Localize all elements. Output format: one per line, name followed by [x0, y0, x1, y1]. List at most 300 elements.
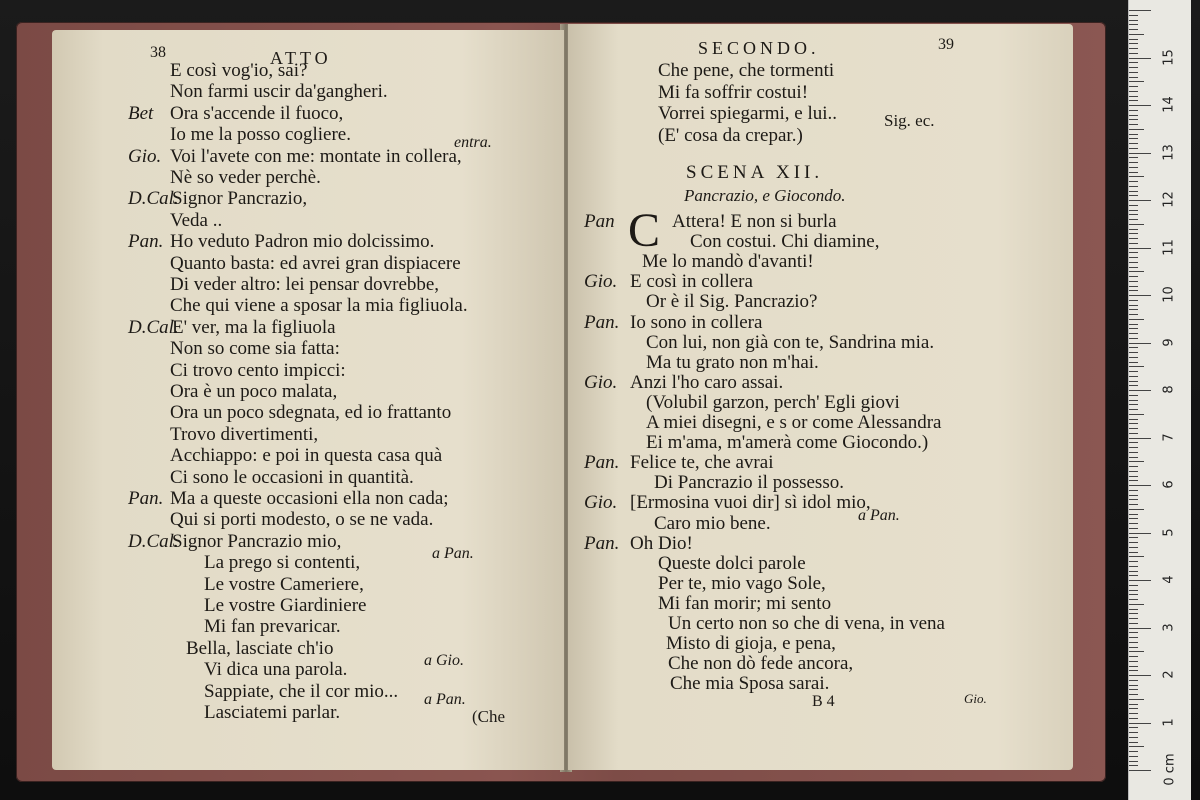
- ruler-tick: [1129, 528, 1138, 529]
- line-text: Di veder altro: lei pensar dovrebbe,: [170, 274, 440, 295]
- line-text: Ho veduto Padron mio dolcissimo.: [170, 231, 435, 253]
- ruler-tick: [1129, 618, 1138, 619]
- line-text: Caro mio bene.: [654, 512, 771, 534]
- ruler-tick: [1129, 176, 1144, 177]
- line-text: Bella, lasciate ch'io: [186, 637, 334, 659]
- verse-line: [584, 231, 1054, 253]
- ruler-tick: [1129, 395, 1138, 396]
- verse-line: [128, 338, 548, 360]
- ruler-tick: [1129, 333, 1138, 334]
- ruler-tick: [1129, 153, 1151, 154]
- ruler-tick: [1129, 765, 1138, 766]
- ruler-number: 9: [1161, 337, 1177, 347]
- ruler-tick: [1129, 262, 1138, 263]
- ruler-tick: [1129, 718, 1138, 719]
- verse-line: [128, 274, 548, 296]
- verse-line: [128, 595, 548, 617]
- line-text: [Ermosina vuoi dir] sì idol mio,: [630, 492, 871, 514]
- ruler-tick: [1129, 119, 1138, 120]
- ruler-tick: [1129, 134, 1138, 135]
- ruler-tick: [1129, 680, 1138, 681]
- line-text: Mi fan prevaricar.: [204, 616, 341, 638]
- line-text: Che non dò fede ancora,: [668, 653, 854, 675]
- ruler-tick: [1129, 428, 1138, 429]
- ruler-tick: [1129, 91, 1138, 92]
- line-text: Non so come sia fatta:: [170, 338, 340, 360]
- ruler-tick: [1129, 205, 1138, 206]
- verse-line: [584, 653, 1054, 675]
- line-text: Ei m'ama, m'amerà come Giocondo.): [646, 432, 929, 454]
- ruler-tick: [1129, 129, 1144, 130]
- verse-line: [128, 81, 548, 103]
- ruler-tick: [1129, 219, 1138, 220]
- speaker-label: Pan.: [584, 532, 620, 554]
- ruler-tick: [1129, 585, 1138, 586]
- line-text: Con costui. Chi diamine,: [690, 231, 880, 253]
- line-text: Misto di gioja, e pena,: [666, 633, 836, 655]
- left-page: [52, 30, 564, 770]
- ruler-number: 14: [1161, 96, 1177, 113]
- line-text: Felice te, che avrai: [630, 452, 774, 474]
- verse-line: [128, 167, 548, 189]
- ruler-tick: [1129, 167, 1138, 168]
- ruler-number: 5: [1161, 527, 1177, 537]
- line-text: Per te, mio vago Sole,: [658, 572, 826, 594]
- ruler-tick: [1129, 100, 1138, 101]
- line-text: Di Pancrazio il possesso.: [654, 472, 844, 494]
- verse-line: [128, 531, 548, 553]
- line-text: Ora un poco sdegnata, ed io frattanto: [170, 402, 452, 424]
- ruler-tick: [1129, 248, 1151, 249]
- speaker-label: Pan: [584, 211, 615, 232]
- ruler-tick: [1129, 438, 1151, 439]
- ruler-tick: [1129, 685, 1138, 686]
- ruler-tick: [1129, 727, 1138, 728]
- ruler-tick: [1129, 537, 1138, 538]
- ruler-tick: [1129, 81, 1144, 82]
- ruler-tick: [1129, 533, 1151, 534]
- line-text: Io sono in collera: [630, 311, 763, 333]
- ruler-tick: [1129, 257, 1138, 258]
- ruler-number: 0 cm: [1162, 753, 1178, 786]
- right-page-number: 39: [938, 36, 954, 53]
- verse-line: [128, 381, 548, 403]
- ruler-tick: [1129, 447, 1138, 448]
- verse-line: [584, 332, 1054, 354]
- ruler-tick: [1129, 547, 1138, 548]
- ruler-tick: [1129, 666, 1138, 667]
- ruler-number: 7: [1161, 432, 1177, 442]
- ruler-tick: [1129, 751, 1138, 752]
- line-text: Vi dica una parola.: [204, 659, 348, 681]
- ruler-tick: [1129, 628, 1151, 629]
- ruler-tick: [1129, 62, 1138, 63]
- line-text: Con lui, non già con te, Sandrina mia.: [646, 331, 935, 353]
- verse-line: [584, 533, 1054, 555]
- verse-line: [128, 574, 548, 596]
- ruler-tick: [1129, 604, 1144, 605]
- left-running-header: ATTO: [270, 48, 332, 68]
- verse-line: [128, 424, 548, 446]
- ruler-number: 15: [1161, 48, 1177, 66]
- verse-line: [584, 472, 1054, 494]
- ruler-tick: [1129, 309, 1138, 310]
- line-text: Ma tu grato non m'hai.: [646, 351, 819, 373]
- ruler-tick: [1129, 623, 1138, 624]
- ruler-tick: [1129, 656, 1138, 657]
- ruler-tick: [1129, 466, 1138, 467]
- ruler-tick: [1129, 224, 1144, 225]
- line-text: Veda ..: [170, 209, 223, 231]
- ruler-tick: [1129, 143, 1138, 144]
- ruler-number: 1: [1161, 717, 1177, 727]
- stage-direction: entra.: [454, 134, 492, 151]
- speaker-label: D.Cal.: [128, 530, 179, 552]
- verse-line: [584, 633, 1054, 655]
- line-text: Ci sono le occasioni in quantità.: [170, 466, 414, 488]
- ruler-tick: [1129, 243, 1138, 244]
- verse-line: [584, 573, 1054, 595]
- ruler-tick: [1129, 689, 1138, 690]
- line-text: Queste dolci parole: [658, 552, 806, 574]
- line-text: Acchiappo: e poi in questa casa quà: [170, 445, 443, 467]
- line-text: Non farmi uscir da'gangheri.: [170, 81, 388, 103]
- ruler-tick: [1129, 324, 1138, 325]
- ruler-tick: [1129, 172, 1138, 173]
- line-text: E così vog'io, sai?: [170, 60, 308, 81]
- ruler-number: 12: [1161, 191, 1177, 208]
- ruler-tick: [1129, 552, 1138, 553]
- ruler-tick: [1129, 457, 1138, 458]
- ruler-tick: [1129, 319, 1144, 320]
- ruler-tick: [1129, 267, 1138, 268]
- verse-line: [584, 492, 1054, 514]
- ruler-tick: [1129, 77, 1138, 78]
- verse-line: Vorrei spiegarmi, e lui..: [658, 103, 838, 124]
- ruler-tick: [1129, 20, 1138, 21]
- line-text: Le vostre Cameriere,: [204, 573, 364, 595]
- ruler-tick: [1129, 675, 1151, 676]
- ruler-tick: [1129, 43, 1138, 44]
- ruler-tick: [1129, 115, 1138, 116]
- ruler-tick: [1129, 423, 1138, 424]
- ruler-tick: [1129, 609, 1138, 610]
- verse-line: [584, 372, 1054, 394]
- verse-line: Mi fa soffrir costui!: [658, 81, 809, 103]
- ruler-tick: [1129, 347, 1138, 348]
- speaker-label: Gio.: [128, 145, 162, 167]
- signature-mark: B 4: [812, 693, 835, 710]
- ruler-number: 11: [1161, 238, 1177, 256]
- ruler-tick: [1129, 761, 1138, 762]
- ruler-number: 10: [1161, 286, 1177, 303]
- line-text: Or è il Sig. Pancrazio?: [646, 291, 818, 313]
- ruler-tick: [1129, 737, 1138, 738]
- ruler-tick: [1129, 651, 1144, 652]
- ruler-number: 2: [1161, 670, 1177, 679]
- ruler-tick: [1129, 561, 1138, 562]
- ruler-tick: [1129, 414, 1144, 415]
- ruler-tick: [1129, 670, 1138, 671]
- ruler-tick: [1129, 343, 1151, 344]
- line-text: Signor Pancrazio,: [172, 188, 308, 210]
- catchword: (Che: [472, 707, 506, 726]
- ruler-tick: [1129, 599, 1138, 600]
- ruler-tick: [1129, 400, 1138, 401]
- verse-line: [128, 659, 548, 681]
- ruler-tick: [1129, 575, 1138, 576]
- ruler-tick: [1129, 271, 1144, 272]
- ruler-tick: [1129, 381, 1138, 382]
- ruler-tick: [1129, 509, 1144, 510]
- ruler-tick: [1129, 613, 1138, 614]
- line-text: Me lo mandò d'avanti!: [642, 251, 814, 273]
- ruler-tick: [1129, 157, 1138, 158]
- ruler-tick: [1129, 295, 1151, 296]
- verse-line: [128, 638, 548, 660]
- ruler-tick: [1129, 523, 1138, 524]
- ruler-tick: [1129, 632, 1138, 633]
- ruler-tick: [1129, 566, 1138, 567]
- right-running-header: SECONDO.: [698, 38, 820, 58]
- ruler-tick: [1129, 233, 1138, 234]
- ruler-number: 6: [1161, 480, 1177, 489]
- ruler-tick: [1129, 352, 1138, 353]
- stage-direction: a Gio.: [424, 652, 464, 669]
- ruler-tick: [1129, 642, 1138, 643]
- verse-line: [128, 445, 548, 467]
- ruler-tick: [1129, 314, 1138, 315]
- ruler-tick: [1129, 708, 1138, 709]
- catchword: Gio.: [964, 691, 987, 706]
- ruler-tick: [1129, 556, 1144, 557]
- ruler-tick: [1129, 58, 1151, 59]
- line-text: Mi fan morir; mi sento: [658, 592, 832, 614]
- line-text: E così in collera: [630, 271, 753, 293]
- speaker-label: Pan.: [128, 231, 164, 253]
- verse-line: [584, 271, 1054, 293]
- ruler-tick: [1129, 138, 1138, 139]
- scene-characters: Pancrazio, e Giocondo.: [684, 186, 846, 205]
- ruler-tick: [1129, 704, 1138, 705]
- ruler-tick: [1129, 409, 1138, 410]
- ruler-tick: [1129, 694, 1138, 695]
- ruler-tick: [1129, 480, 1138, 481]
- ruler-tick: [1129, 647, 1138, 648]
- ruler-tick: [1129, 200, 1151, 201]
- ruler-tick: [1129, 210, 1138, 211]
- ruler-tick: [1129, 34, 1144, 35]
- verse-line: [584, 291, 1054, 313]
- verse-line: [128, 360, 548, 382]
- ruler-tick: [1129, 53, 1138, 54]
- ruler-tick: [1129, 229, 1138, 230]
- ruler-tick: [1129, 713, 1138, 714]
- ruler-tick: [1129, 48, 1138, 49]
- ruler-tick: [1129, 110, 1138, 111]
- ruler-tick: [1129, 590, 1138, 591]
- ruler-tick: [1129, 385, 1138, 386]
- ruler-tick: [1129, 390, 1151, 391]
- ruler-tick: [1129, 96, 1138, 97]
- right-page: [568, 24, 1073, 770]
- ruler-tick: [1129, 485, 1151, 486]
- ruler-tick: [1129, 490, 1138, 491]
- line-text: Lasciatemi parlar.: [204, 702, 341, 723]
- ruler-tick: [1129, 362, 1138, 363]
- ruler-tick: [1129, 732, 1138, 733]
- line-text: A miei disegni, e s or come Alessandra: [646, 412, 942, 433]
- ruler-number: 4: [1161, 575, 1177, 584]
- verse-line: (E' cosa da crepar.): [658, 124, 803, 146]
- measuring-ruler: [1128, 0, 1191, 800]
- ruler-tick: [1129, 499, 1138, 500]
- ruler-tick: [1129, 471, 1138, 472]
- stage-direction: a Pan.: [432, 545, 474, 562]
- ruler-tick: [1129, 252, 1138, 253]
- ruler-tick: [1129, 300, 1138, 301]
- ruler-tick: [1129, 290, 1138, 291]
- speaker-label: Gio.: [584, 492, 618, 514]
- ruler-tick: [1129, 404, 1138, 405]
- verse-line: [128, 103, 548, 125]
- ruler-tick: [1129, 281, 1138, 282]
- ruler-tick: [1129, 29, 1138, 30]
- line-text: Nè so veder perchè.: [170, 167, 321, 188]
- verse-line: [584, 593, 1054, 615]
- verse-line: [584, 613, 1054, 635]
- ruler-tick: [1129, 191, 1138, 192]
- ruler-tick: [1129, 433, 1138, 434]
- speaker-label: Gio.: [584, 371, 618, 393]
- verse-line: [584, 392, 1054, 414]
- line-text: Trovo divertimenti,: [170, 423, 319, 445]
- ruler-tick: [1129, 495, 1138, 496]
- ruler-tick: [1129, 571, 1138, 572]
- verse-line: [584, 412, 1054, 434]
- line-text: Che qui viene a sposar la mia figliuola.: [170, 295, 468, 317]
- ruler-tick: [1129, 770, 1151, 771]
- ruler-tick: [1129, 452, 1138, 453]
- ruler-tick: [1129, 238, 1138, 239]
- verse-line: [128, 552, 548, 574]
- verse-line: [128, 467, 548, 489]
- verse-line: [128, 488, 548, 510]
- ruler-tick: [1129, 305, 1138, 306]
- line-text: E' ver, ma la figliuola: [172, 316, 336, 338]
- ruler-tick: [1129, 514, 1138, 515]
- verse-line: [128, 253, 548, 275]
- ruler-tick: [1129, 338, 1138, 339]
- ruler-tick: [1129, 162, 1138, 163]
- ruler-tick: [1129, 442, 1138, 443]
- ruler-tick: [1129, 594, 1138, 595]
- ruler-tick: [1129, 756, 1138, 757]
- ruler-tick: [1129, 419, 1138, 420]
- ruler-tick: [1129, 746, 1144, 747]
- stage-direction: Sig. ec.: [884, 111, 935, 130]
- verse-line: [584, 432, 1054, 454]
- ruler-tick: [1129, 371, 1138, 372]
- ruler-tick: [1129, 195, 1138, 196]
- drop-cap: C: [628, 204, 661, 257]
- line-text: Le vostre Giardiniere: [204, 595, 367, 616]
- speaker-label: Pan.: [584, 311, 620, 333]
- line-text: Un certo non so che di vena, in vena: [668, 613, 945, 634]
- verse-line: [128, 210, 548, 232]
- verse-line: [584, 211, 1054, 233]
- verse-line: [584, 553, 1054, 575]
- ruler-tick: [1129, 105, 1151, 106]
- ruler-tick: [1129, 286, 1138, 287]
- line-text: (Volubil garzon, perch' Egli giovi: [646, 391, 900, 413]
- stage-direction: a Pan.: [858, 507, 900, 524]
- ruler-number: 13: [1161, 143, 1177, 161]
- ruler-tick: [1129, 723, 1151, 724]
- ruler-tick: [1129, 15, 1138, 16]
- ruler-tick: [1129, 148, 1138, 149]
- line-text: Io me la posso cogliere.: [170, 124, 351, 146]
- verse-line: [128, 509, 548, 531]
- verse-line: [128, 231, 548, 253]
- speaker-label: Gio.: [584, 271, 618, 293]
- line-text: Ora s'accende il fuoco,: [170, 102, 344, 124]
- line-text: Sappiate, che il cor mio...: [204, 680, 399, 702]
- line-text: Oh Dio!: [630, 532, 693, 554]
- line-text: Qui si porti modesto, o se ne vada.: [170, 509, 434, 531]
- verse-line: [584, 312, 1054, 334]
- line-text: Attera! E non si burla: [672, 211, 837, 232]
- line-text: Quanto basta: ed avrei gran dispiacere: [170, 252, 461, 274]
- speaker-label: Pan.: [584, 452, 620, 474]
- ruler-tick: [1129, 10, 1151, 11]
- line-text: Ma a queste occasioni ella non cada;: [170, 488, 449, 509]
- ruler-tick: [1129, 580, 1151, 581]
- line-text: Che mia Sposa sarai.: [670, 673, 830, 695]
- ruler-tick: [1129, 186, 1138, 187]
- ruler-number: 3: [1161, 622, 1177, 632]
- ruler-tick: [1129, 86, 1138, 87]
- ruler-tick: [1129, 542, 1138, 543]
- verse-line: [584, 513, 1054, 535]
- speaker-label: D.Cal.: [128, 316, 179, 338]
- ruler-tick: [1129, 476, 1138, 477]
- verse-line: [128, 681, 548, 703]
- ruler-tick: [1129, 72, 1138, 73]
- speaker-label: Pan.: [128, 488, 164, 509]
- ruler-tick: [1129, 637, 1138, 638]
- line-text: Voi l'avete con me: montate in collera,: [170, 145, 462, 167]
- verse-line: [128, 616, 548, 638]
- ruler-tick: [1129, 24, 1138, 25]
- left-page-number: 38: [150, 44, 166, 61]
- stage-direction: a Pan.: [424, 691, 466, 708]
- ruler-tick: [1129, 276, 1138, 277]
- verse-line: [128, 188, 548, 210]
- line-text: Ci trovo cento impicci:: [170, 359, 346, 381]
- line-text: Anzi l'ho caro assai.: [630, 371, 784, 393]
- line-text: Ora è un poco malata,: [170, 381, 338, 402]
- verse-line: [128, 60, 548, 82]
- verse-line: [584, 452, 1054, 474]
- ruler-tick: [1129, 366, 1144, 367]
- ruler-tick: [1129, 461, 1144, 462]
- line-text: La prego si contenti,: [204, 552, 361, 574]
- ruler-tick: [1129, 181, 1138, 182]
- ruler-tick: [1129, 699, 1144, 700]
- ruler-tick: [1129, 39, 1138, 40]
- verse-line: [584, 352, 1054, 374]
